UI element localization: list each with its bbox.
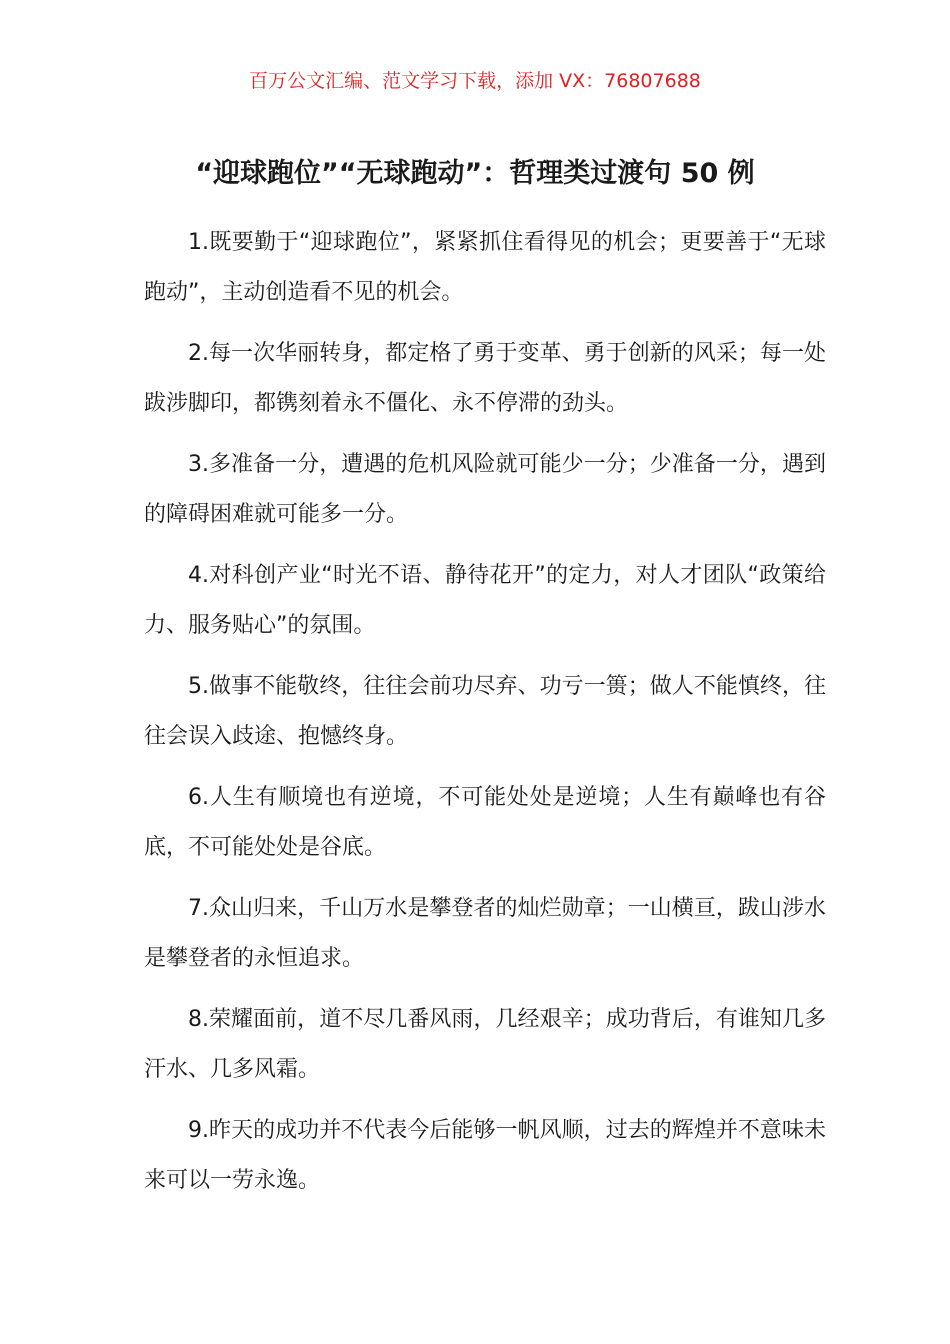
paragraph-5: 5.做事不能敬终，往往会前功尽弃、功亏一篑；做人不能慎终，往往会误入歧途、抱憾终身。 [144, 674, 826, 749]
paragraph-6: 6.人生有顺境也有逆境，不可能处处是逆境；人生有巅峰也有谷底，不可能处处是谷底。 [144, 785, 826, 860]
page-title: “迎球跑位”“无球跑动”：哲理类过渡句 50 例 [195, 158, 755, 189]
document-body [144, 218, 826, 1217]
header-promo-note: 百万公文汇编、范文学习下载，添加 VX：76807688 [249, 70, 701, 92]
paragraph-4: 4.对科创产业“时光不语、静待花开”的定力，对人才团队“政策给力、服务贴心”的氛围。 [144, 563, 826, 638]
paragraph-9: 9.昨天的成功并不代表今后能够一帆风顺，过去的辉煌并不意味未来可以一劳永逸。 [144, 1118, 826, 1193]
paragraph-3: 3.多准备一分，遭遇的危机风险就可能少一分；少准备一分，遇到的障碍困难就可能多一分。 [144, 452, 826, 527]
paragraph-8: 8.荣耀面前，道不尽几番风雨，几经艰辛；成功背后，有谁知几多汗水、几多风霜。 [144, 1007, 826, 1082]
paragraph-2: 2.每一次华丽转身，都定格了勇于变革、勇于创新的风采；每一处跋涉脚印，都镌刻着永不僵化、永不停滞的劲头。 [144, 341, 826, 416]
paragraph-7: 7.众山归来，千山万水是攀登者的灿烂勋章；一山横亘，跋山涉水是攀登者的永恒追求。 [144, 896, 826, 971]
paragraph-1: 1.既要勤于“迎球跑位”，紧紧抓住看得见的机会；更要善于“无球跑动”，主动创造看不见的机会。 [144, 230, 826, 305]
